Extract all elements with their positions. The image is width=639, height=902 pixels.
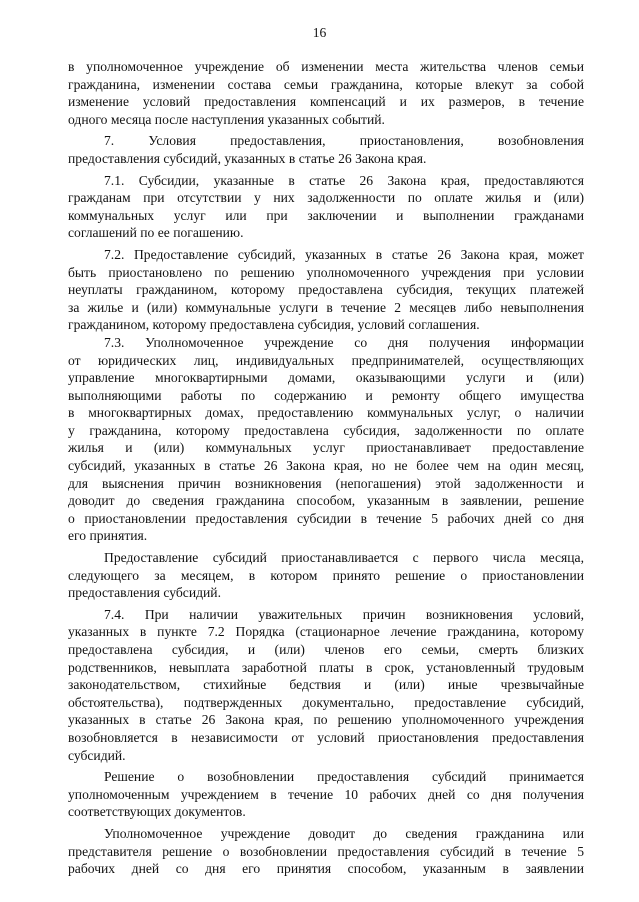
text-line: рабочих дней со дня его принятия способом, указанным в заявлении: [68, 861, 584, 877]
text-line: доводит до сведения гражданина способом, указанным в заявлении, решение: [68, 493, 584, 509]
paragraph-4: [68, 334, 584, 545]
text-line: в многоквартирных домах, предоставлению коммунальных услуг, о наличии: [68, 405, 584, 421]
text-line: в уполномоченное учреждение об изменении места жительства членов семьи: [68, 59, 584, 74]
text-line: представителя решение о возобновлении предоставления субсидий в течение 5: [68, 843, 584, 859]
paragraph-7: [68, 768, 584, 821]
text-line: для выяснения причин возникновения (непогашения) этой задолженности и: [68, 475, 584, 491]
text-line: Предоставление субсидий приостанавливается с первого числа месяца,: [104, 550, 584, 566]
text-line: обстоятельства), подтвержденных документально, предоставление субсидий,: [68, 694, 584, 710]
text-line: родственников, невыплата заработной платы в срок, установленный трудовым: [68, 659, 584, 675]
text-line: изменение условий предоставления компенсаций и их размеров, в течение: [68, 94, 584, 110]
text-line: указанных в пункте 7.2 Порядка (стационарное лечение гражданина, которому: [68, 624, 584, 640]
text-line: соответствующих документов.: [68, 804, 246, 820]
text-line: выполняющими работы по содержанию и ремонту общего имущества: [68, 387, 584, 403]
text-line: указанных в статье 26 Закона края, по решению уполномоченного учреждения: [68, 712, 584, 728]
paragraph-1: [68, 132, 584, 167]
text-line: 7.3. Уполномоченное учреждение со дня получения информации: [104, 334, 584, 350]
text-line: жилья и (или) коммунальных услуг приостанавливает предоставление: [68, 440, 584, 456]
text-line: следующего за месяцем, в котором принято решение о приостановлении: [68, 567, 584, 583]
paragraph-5: [68, 549, 584, 602]
paragraph-3: [68, 246, 584, 334]
text-line: предоставления субсидий, указанных в статье 26 Закона края.: [68, 150, 427, 166]
text-line: предоставлена субсидия, и (или) членов его семьи, смерть близких: [68, 642, 584, 657]
text-line: у гражданина, которому предоставлена субсидия, задолженности по оплате: [68, 422, 584, 438]
text-line: гражданам при отсутствии у них задолженности по оплате жилья и (или): [68, 190, 584, 206]
paragraph-0: [68, 58, 584, 128]
paragraph-2: [68, 172, 584, 242]
paragraph-8: [68, 825, 584, 878]
text-line: законодательством, стихийные бедствия и (или) иные чрезвычайные: [68, 677, 584, 693]
document-body: [68, 58, 584, 878]
text-line: 7.4. При наличии уважительных причин возникновения условий,: [104, 606, 584, 622]
text-line: гражданином, которому предоставлена субсидия, условий соглашения.: [68, 317, 480, 333]
text-line: Решение о возобновлении предоставления субсидий принимается: [104, 769, 584, 785]
text-line: коммунальных услуг или при заключении и выполнении гражданами: [68, 207, 584, 223]
text-line: неуплаты гражданином, которому предоставлена субсидия, текущих платежей: [68, 282, 584, 298]
text-line: 7.2. Предоставление субсидий, указанных в статье 26 Закона края, может: [104, 246, 584, 262]
text-line: управление многоквартирными домами, оказывающими услуги и (или): [68, 370, 584, 386]
text-line: соглашений по ее погашению.: [68, 225, 244, 241]
paragraph-6: [68, 606, 584, 764]
text-line: субсидий, указанных в статье 26 Закона края, но не более чем на один месяц,: [68, 458, 584, 474]
text-line: гражданина, изменении состава семьи гражданина, которые влекут за собой: [68, 76, 584, 92]
text-line: 7.1. Субсидии, указанные в статье 26 Закона края, предоставляются: [104, 172, 584, 188]
text-line: 7. Условия предоставления, приостановления, возобновления: [104, 133, 584, 149]
text-line: субсидий.: [68, 747, 126, 763]
text-line: Уполномоченное учреждение доводит до сведения гражданина или: [104, 825, 584, 841]
text-line: одного месяца после наступления указанных событий.: [68, 111, 385, 127]
text-line: возобновляется в независимости от условий приостановления предоставления: [68, 729, 584, 745]
text-line: предоставления субсидий.: [68, 585, 221, 601]
text-line: быть приостановлено по решению уполномоченного учреждения при условии: [68, 264, 584, 280]
text-line: от юридических лиц, индивидуальных предпринимателей, осуществляющих: [68, 352, 584, 368]
text-line: уполномоченным учреждением в течение 10 рабочих дней со дня получения: [68, 786, 584, 802]
text-line: о приостановлении предоставления субсидии в течение 5 рабочих дней со дня: [68, 510, 584, 526]
text-line: за жилье и (или) коммунальные услуги в течение 2 месяцев либо невыполнения: [68, 299, 584, 315]
page-number: 16: [312, 25, 327, 40]
text-line: его принятия.: [68, 528, 148, 544]
